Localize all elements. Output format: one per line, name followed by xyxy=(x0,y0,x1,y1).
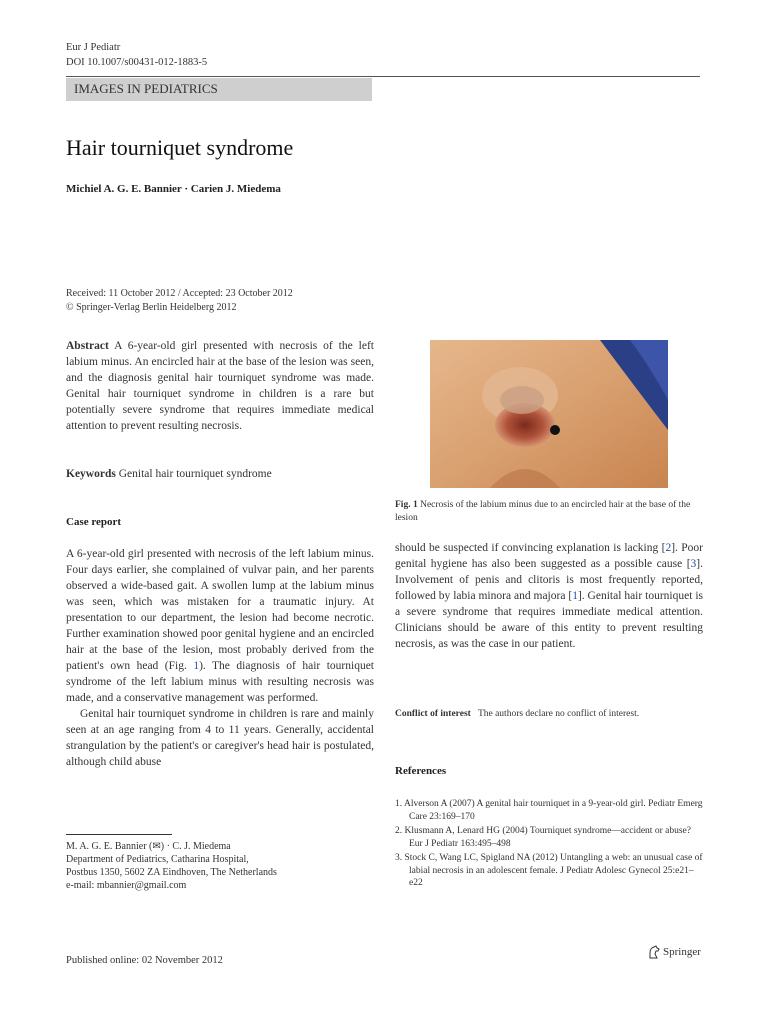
reference-citation[interactable]: 1 xyxy=(572,590,578,602)
reference-list xyxy=(395,798,703,892)
coi-label: Conflict of interest xyxy=(395,709,471,719)
reference-citation[interactable]: 3 xyxy=(690,558,697,570)
publisher-name: Springer xyxy=(663,946,701,958)
author-list: Michiel A. G. E. Bannier · Carien J. Miedema xyxy=(66,183,281,195)
figure-1-image xyxy=(430,340,668,488)
figure-label: Fig. 1 xyxy=(395,500,418,510)
case-report-continuation xyxy=(395,540,703,652)
abstract-label: Abstract xyxy=(66,340,109,352)
figure-caption-text: Necrosis of the labium minus due to an encircled hair at the base of the lesion xyxy=(395,500,691,523)
article-title: Hair tourniquet syndrome xyxy=(66,135,294,160)
journal-name: Eur J Pediatr xyxy=(66,42,121,53)
affiliation-names: M. A. G. E. Bannier (✉) · C. J. Miedema xyxy=(66,841,231,852)
figure-citation[interactable]: 1 xyxy=(193,660,200,672)
reference-item: 2. Klusmann A, Lenard HG (2004) Tourniquet syndrome—accident or abuse? Eur J Pediatr 163:495–498 xyxy=(395,826,691,849)
keywords xyxy=(66,466,374,482)
header-rule xyxy=(66,76,700,77)
reference-item: 3. Stock C, Wang LC, Spigland NA (2012) Untangling a web: an unusual case of labial necrosis in an adolescent female. J Pediatr Adolesc Gynecol 25:e21–e22 xyxy=(395,853,703,888)
reference-item: 1. Alverson A (2007) A genital hair tourniquet in a 9-year-old girl. Pediatr Emerg Care 23:169–170 xyxy=(395,799,703,822)
received-accepted: Received: 11 October 2012 / Accepted: 23 October 2012 xyxy=(66,288,293,299)
affiliation xyxy=(66,840,277,892)
coi-text: The authors declare no conflict of interest. xyxy=(477,709,640,719)
reference-citation[interactable]: 2 xyxy=(665,542,672,554)
continuation-text-2: ]. Poor genital hygiene has also been suggested as a possible cause [ xyxy=(395,542,704,570)
affiliation-email[interactable]: e-mail: mbannier@gmail.com xyxy=(66,880,187,891)
case-paragraph-1 xyxy=(66,546,374,706)
figure-caption xyxy=(395,499,703,525)
keywords-text: Genital hair tourniquet syndrome xyxy=(118,468,272,480)
publisher-logo xyxy=(648,945,701,959)
references-heading: References xyxy=(395,765,447,777)
published-online: Published online: 02 November 2012 xyxy=(66,955,223,966)
continuation-text-3: ]. Involvement of penis and clitoris is most frequently reported, followed by labia minora and majora [ xyxy=(395,558,703,602)
case-report-heading: Case report xyxy=(66,516,122,528)
copyright: © Springer-Verlag Berlin Heidelberg 2012 xyxy=(66,302,237,313)
abstract xyxy=(66,338,374,434)
conflict-of-interest xyxy=(395,709,639,719)
keywords-label: Keywords xyxy=(66,468,116,480)
doi[interactable]: DOI 10.1007/s00431-012-1883-5 xyxy=(66,57,208,68)
clinical-photo xyxy=(430,340,668,488)
journal-header xyxy=(66,40,207,70)
abstract-text: A 6-year-old girl presented with necrosis of the left labium minus. An encircled hair at the base of the lesion was seen, and the diagnosis genital hair tourniquet syndrome was made. Genital hair tourniquet syndrome in children is a rare but potentially severe syndrome that requires immediate medical attention to prevent resulting necrosis. xyxy=(66,340,374,432)
affiliation-address: Postbus 1350, 5602 ZA Eindhoven, The Netherlands xyxy=(66,867,277,878)
case-p1-text-b: ). The diagnosis of hair tourniquet syndrome of the left labium minus with resulting necrosis was made, and a conservative management was performed. xyxy=(66,660,374,704)
affiliation-rule xyxy=(66,834,172,835)
case-p1-text-a: A 6-year-old girl presented with necrosis of the left labium minus. Four days earlier, she complained of vulvar pain, and her parents observed a wide-based gait. A swollen lump at the labium minus was seen, which was mistaken for a traumatic injury. At presentation to our department, the lesion had become necrotic. Further examination showed poor genital hygiene and an encircled hair at the base of the lesion, most probably derived from the patient's own head (Fig. xyxy=(66,548,374,672)
section-banner: IMAGES IN PEDIATRICS xyxy=(66,78,372,101)
case-report-body xyxy=(66,546,374,770)
continuation-text-4: ]. Genital hair tourniquet is a severe syndrome that requires immediate medical attention. Clinicians should be aware of this entity to prevent resulting necrosis, as was the case in our patient. xyxy=(395,590,703,650)
continuation-text-1: should be suspected if convincing explanation is lacking [ xyxy=(395,542,666,554)
dates-block xyxy=(66,287,293,315)
affiliation-dept: Department of Pediatrics, Catharina Hospital, xyxy=(66,854,249,865)
springer-horse-icon xyxy=(648,945,660,959)
case-paragraph-2: Genital hair tourniquet syndrome in children is rare and mainly seen at an age ranging from 4 to 11 years. Generally, accidental strangulation by the patient's or caregiver's head hair is postulated, although child abuse xyxy=(66,708,374,768)
